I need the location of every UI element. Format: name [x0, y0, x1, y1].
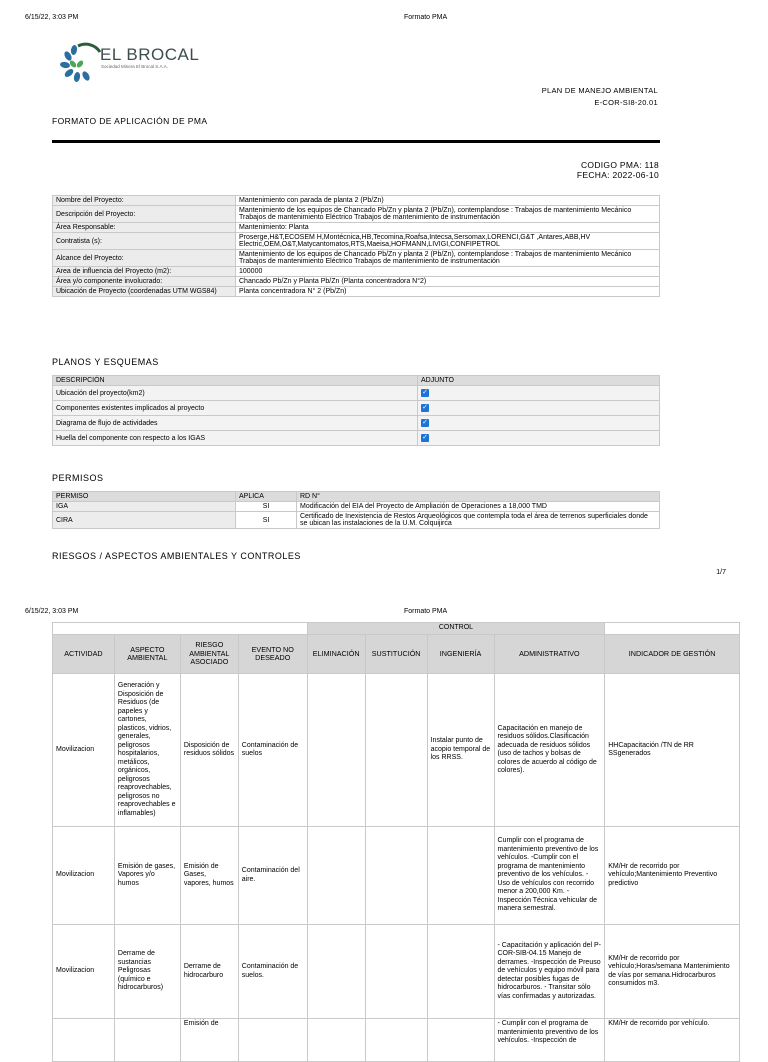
- info-value: Mantenimiento con parada de planta 2 (Pb/Zn): [236, 196, 660, 206]
- riesgos-title: RIESGOS / ASPECTOS AMBIENTALES Y CONTROLES: [52, 551, 301, 561]
- info-key: Alcance del Proyecto:: [53, 250, 236, 267]
- planos-desc: Diagrama de flujo de actividades: [53, 416, 418, 431]
- control-header-cell: ADMINISTRATIVO: [494, 635, 605, 674]
- controls-table: [52, 622, 740, 1062]
- info-key: Área y/o componente involucrado:: [53, 277, 236, 287]
- permiso-row: [53, 502, 660, 512]
- control-cell-sustitucion: [365, 925, 427, 1019]
- info-value: Planta concentradora N° 2 (Pb/Zn): [236, 287, 660, 297]
- brand-subtitle: Sociedad Minera El Brocal S.A.A.: [101, 64, 169, 69]
- control-cell-aspecto: Derrame de sustancias Peligrosas (químico e hidrocarburos): [114, 925, 180, 1019]
- control-cell-indicador: KM/Hr de recorrido por vehículo;Mantenimiento Preventivo predictivo: [605, 827, 740, 925]
- control-cell-riesgo: Disposición de residuos sólidos: [180, 674, 238, 827]
- planos-header-desc: DESCRIPCIÓN: [53, 376, 418, 386]
- brand-name: EL BROCAL: [100, 45, 200, 64]
- control-row: [53, 827, 740, 925]
- control-cell-eliminacion: [307, 1019, 365, 1062]
- control-header-cell: EVENTO NO DESEADO: [238, 635, 307, 674]
- control-cell-ingenieria: [427, 1019, 494, 1062]
- permisos-header-aplica: APLICA: [236, 492, 297, 502]
- codigo-pma: CODIGO PMA: 118: [580, 160, 659, 170]
- control-cell-aspecto: Emisión de gases, Vapores y/o humos: [114, 827, 180, 925]
- permiso-rd: Certificado de Inexistencia de Restos Arqueológicos que contempla toda el área de terrenos superficiales donde se ubican las instalaciones de la U.M. Colquijirca: [297, 512, 660, 529]
- print-title-2: Formato PMA: [404, 608, 448, 615]
- permisos-header-rd: RD N°: [297, 492, 660, 502]
- control-header-cell: ASPECTO AMBIENTAL: [114, 635, 180, 674]
- checkbox-checked-icon[interactable]: ✓: [422, 434, 428, 441]
- control-header-cell: INGENIERÍA: [427, 635, 494, 674]
- control-cell-actividad: Movilizacion: [53, 827, 115, 925]
- control-cell-riesgo: Emisión de Gases, vapores, humos: [180, 827, 238, 925]
- permiso-row: [53, 512, 660, 529]
- info-key: Ubicación de Proyecto (coordenadas UTM WGS84): [53, 287, 236, 297]
- info-row: [53, 233, 660, 250]
- permiso-name: CIRA: [53, 512, 236, 529]
- page-number: 1/7: [716, 569, 726, 576]
- control-cell-evento: [238, 1019, 307, 1062]
- planos-row: [53, 401, 660, 416]
- info-key: Contratista (s):: [53, 233, 236, 250]
- logo-icon: [60, 40, 104, 82]
- info-value: Mantenimiento de los equipos de Chancado Pb/Zn y planta 2 (Pb/Zn), contemplandose : Trabajos de mantenimiento Mecánico Trabajos de mantenimiento Eléctrico Trabajos de mantenimiento de instrumentación: [236, 250, 660, 267]
- control-cell-eliminacion: [307, 827, 365, 925]
- control-header-cell: ACTIVIDAD: [53, 635, 115, 674]
- control-cell-ingenieria: [427, 827, 494, 925]
- control-cell-indicador: KM/Hr de recorrido por vehículo.: [605, 1019, 740, 1062]
- control-cell-ingenieria: [427, 925, 494, 1019]
- control-cell-sustitucion: [365, 674, 427, 827]
- plan-code: E-COR-SI8-20.01: [594, 98, 658, 107]
- info-row: [53, 223, 660, 233]
- code-block: [577, 160, 659, 180]
- control-cell-indicador: KM/Hr de recorrido por vehículo;Horas/semana Mantenimiento de vías por semana.Hidrocarburos consumidos m3.: [605, 925, 740, 1019]
- permiso-aplica: SI: [236, 502, 297, 512]
- info-value: Mantenimiento de los equipos de Chancado Pb/Zn y planta 2 (Pb/Zn), contemplandose : Trabajos de mantenimiento Mecánico Trabajos de mantenimiento Eléctrico Trabajos de mantenimiento de instrumentación: [236, 206, 660, 223]
- info-row: [53, 206, 660, 223]
- control-cell-eliminacion: [307, 674, 365, 827]
- checkbox-checked-icon[interactable]: ✓: [422, 404, 428, 411]
- control-cell-aspecto: [114, 1019, 180, 1062]
- control-cell-aspecto: Generación y Disposición de Residuos (de papeles y cartones, plasticos, vidrios, generales, peligrosos hospitalarios, metálicos, orgánicos, peligrosos reaprovechables, peligrosos no reaprovechables e inflamables): [114, 674, 180, 827]
- divider: [52, 140, 660, 143]
- checkbox-checked-icon[interactable]: ✓: [422, 389, 428, 396]
- control-cell-indicador: HHCapacitación /TN de RR SSgenerados: [605, 674, 740, 827]
- info-value: Mantenimiento: Planta: [236, 223, 660, 233]
- planos-adjunto: [418, 386, 660, 401]
- planos-table: [52, 375, 660, 446]
- project-info-table: [52, 195, 660, 297]
- planos-row: [53, 416, 660, 431]
- info-key: Nombre del Proyecto:: [53, 196, 236, 206]
- planos-desc: Ubicación del proyecto(km2): [53, 386, 418, 401]
- control-cell-evento: Contaminación de suelos.: [238, 925, 307, 1019]
- control-cell-riesgo: Emisión de: [180, 1019, 238, 1062]
- planos-title: PLANOS Y ESQUEMAS: [52, 357, 159, 367]
- control-cell-sustitucion: [365, 827, 427, 925]
- permiso-rd: Modificación del EIA del Proyecto de Ampliación de Operaciones a 18,000 TMD: [297, 502, 660, 512]
- print-date: 6/15/22, 3:03 PM: [25, 14, 79, 21]
- control-header-cell: RIESGO AMBIENTAL ASOCIADO: [180, 635, 238, 674]
- permisos-title: PERMISOS: [52, 473, 104, 483]
- control-header-cell: ELIMINACIÓN: [307, 635, 365, 674]
- permiso-name: IGA: [53, 502, 236, 512]
- control-spacer-right: [605, 623, 740, 635]
- planos-adjunto: [418, 416, 660, 431]
- control-header-cell: SUSTITUCIÓN: [365, 635, 427, 674]
- info-value: 100000: [236, 267, 660, 277]
- info-row: [53, 267, 660, 277]
- checkbox-checked-icon[interactable]: ✓: [422, 419, 428, 426]
- control-cell-administrativo: - Capacitación y aplicación del P-COR-SIB-04.15 Manejo de derrames. -Inspección de Preuso de vehículos y equipo móvil para detectar posibles fugas de hidrocarburos. - Transitar sólo vías confirmadas y autorizadas.: [494, 925, 605, 1019]
- info-row: [53, 277, 660, 287]
- print-title: Formato PMA: [404, 14, 448, 21]
- form-title: FORMATO DE APLICACIÓN DE PMA: [52, 116, 208, 126]
- control-cell-eliminacion: [307, 925, 365, 1019]
- info-key: Área Responsable:: [53, 223, 236, 233]
- control-cell-actividad: [53, 1019, 115, 1062]
- control-cell-actividad: Movilizacion: [53, 925, 115, 1019]
- info-value: Chancado Pb/Zn y Planta Pb/Zn (Planta concentradora N°2): [236, 277, 660, 287]
- planos-row: [53, 431, 660, 446]
- fecha: FECHA: 2022-06-10: [576, 170, 659, 180]
- control-cell-administrativo: - Cumplir con el programa de mantenimiento preventivo de los vehículos. -Inspección de: [494, 1019, 605, 1062]
- planos-adjunto: [418, 401, 660, 416]
- planos-header-adjunto: ADJUNTO: [418, 376, 660, 386]
- planos-desc: Huella del componente con respecto a los IGAS: [53, 431, 418, 446]
- planos-row: [53, 386, 660, 401]
- info-row: [53, 250, 660, 267]
- control-cell-ingenieria: Instalar punto de acopio temporal de los RRSS.: [427, 674, 494, 827]
- control-header-cell: INDICADOR DE GESTIÓN: [605, 635, 740, 674]
- permisos-header-permiso: PERMISO: [53, 492, 236, 502]
- info-row: [53, 196, 660, 206]
- planos-adjunto: [418, 431, 660, 446]
- info-key: Area de influencia del Proyecto (m2):: [53, 267, 236, 277]
- permiso-aplica: SI: [236, 512, 297, 529]
- control-row: [53, 1019, 740, 1062]
- info-value: Proserge,H&T,ECOSEM H,Montécnica,HB,Tecomina,Roafsa,Intecsa,Sersomax,LORENCI,G&T ,Antares,ABB,HV Electric,OEM,O&T,Matycantomatos,RTS,Maeisa,HOFMANN,LIVIGI,CONFIPETROL: [236, 233, 660, 250]
- planos-desc: Componentes existentes implicados al proyecto: [53, 401, 418, 416]
- control-group-header: CONTROL: [307, 623, 605, 635]
- info-row: [53, 287, 660, 297]
- control-row: [53, 925, 740, 1019]
- plan-title: PLAN DE MANEJO AMBIENTAL: [541, 86, 658, 95]
- control-cell-evento: Contaminación del aire.: [238, 827, 307, 925]
- control-cell-evento: Contaminación de suelos: [238, 674, 307, 827]
- print-date-2: 6/15/22, 3:03 PM: [25, 608, 79, 615]
- permisos-table: [52, 491, 660, 529]
- plan-block: [542, 85, 658, 109]
- control-cell-administrativo: Cumplir con el programa de mantenimiento preventivo de los vehículos. -Cumplir con el programa de mantenimiento preventivo de los vehículos. - Uso de vehículos con recorrido menor a 200,000 Km. -Inspección Técnica vehicular de manera semestral.: [494, 827, 605, 925]
- control-cell-sustitucion: [365, 1019, 427, 1062]
- control-cell-administrativo: Capacitación en manejo de residuos sólidos.Clasificación adecuada de residuos sólidos (uso de tachos y bolsas de colores de acuerdo al código de colores).: [494, 674, 605, 827]
- control-cell-actividad: Movilizacion: [53, 674, 115, 827]
- control-spacer: [53, 623, 308, 635]
- control-row: [53, 674, 740, 827]
- info-key: Descripción del Proyecto:: [53, 206, 236, 223]
- control-cell-riesgo: Derrame de hidrocarburo: [180, 925, 238, 1019]
